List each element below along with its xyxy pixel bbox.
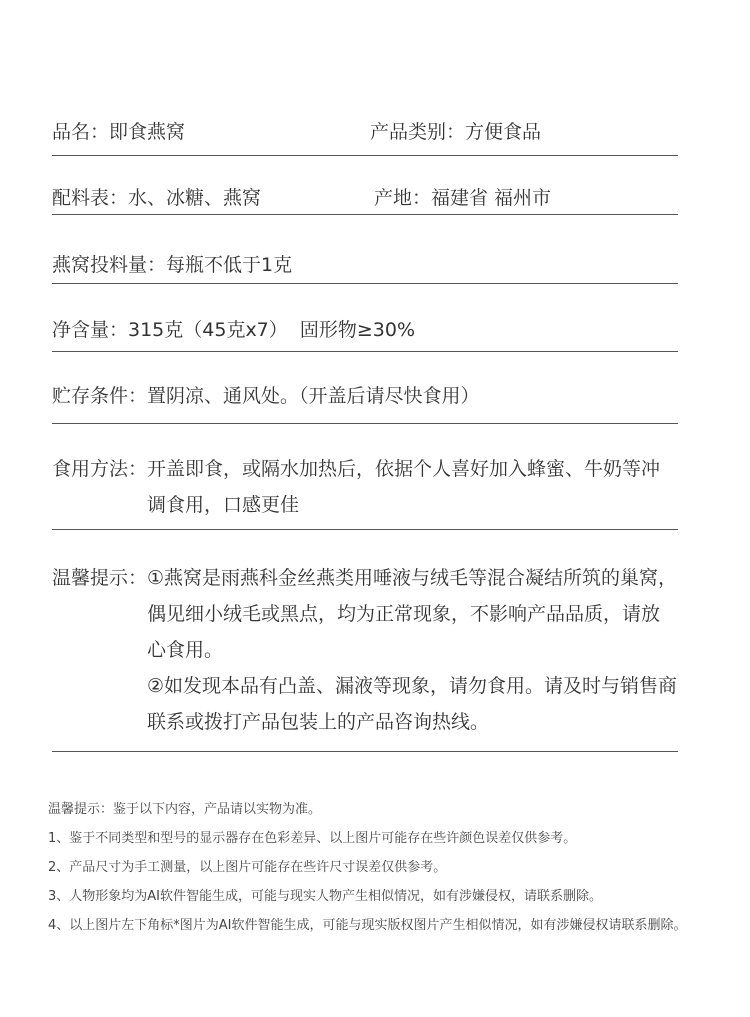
footnotes [48,795,708,940]
row-name-category [52,114,678,150]
tip-2: ②如发现本品有凸盖、漏液等现象，请勿食用。请及时与销售商联系或拨打产品包装上的产品咨询热线。 [147,675,678,733]
tips-label: 温馨提示： [52,567,148,589]
ingredients: 配料表：水、冰糖、燕窝 [52,187,262,209]
product-category: 产品类别：方便食品 [370,121,542,143]
divider [52,155,678,156]
usage-label: 食用方法： [52,458,148,480]
note-2: 2、产品尺寸为手工测量，以上图片可能存在些许尺寸误差仅供参考。 [48,860,447,875]
note-3: 3、人物形象均为AI软件智能生成，可能与现实人物产生相似情况，如有涉嫌侵权，请联系删除。 [48,889,602,904]
note-intro: 温馨提示：鉴于以下内容，产品请以实物为准。 [48,802,322,817]
divider [52,423,678,424]
divider [52,529,678,530]
dosage: 燕窝投料量：每瓶不低于1克 [52,254,293,276]
note-1: 1、鉴于不同类型和型号的显示器存在色彩差异、以上图片可能存在些许颜色误差仅供参考。 [48,831,577,846]
storage: 贮存条件：置阴凉、通风处。（开盖后请尽快食用） [52,385,480,407]
divider [52,351,678,352]
row-storage [52,378,678,414]
net-content: 净含量：315克（45克x7） 固形物≥30% [52,319,416,341]
origin: 产地：福建省 福州市 [374,187,552,209]
divider [52,751,678,752]
row-net-content [52,312,678,348]
divider [52,214,678,215]
divider [52,283,678,284]
row-dosage [52,247,678,283]
row-ingredients-origin [52,180,678,216]
usage-text: 开盖即食，或隔水加热后，依据个人喜好加入蜂蜜、牛奶等冲调食用，口感更佳 [147,458,661,516]
tip-1: ①燕窝是雨燕科金丝燕类用唾液与绒毛等混合凝结所筑的巢窝，偶见细小绒毛或黑点，均为正常现象，不影响产品品质，请放心食用。 [147,567,678,661]
note-4: 4、以上图片左下角标*图片为AI软件智能生成，可能与现实版权图片产生相似情况，如有涉嫌侵权请联系删除。 [48,918,687,933]
row-tips [52,560,678,740]
row-usage [52,451,678,523]
product-name: 品名：即食燕窝 [52,121,186,143]
